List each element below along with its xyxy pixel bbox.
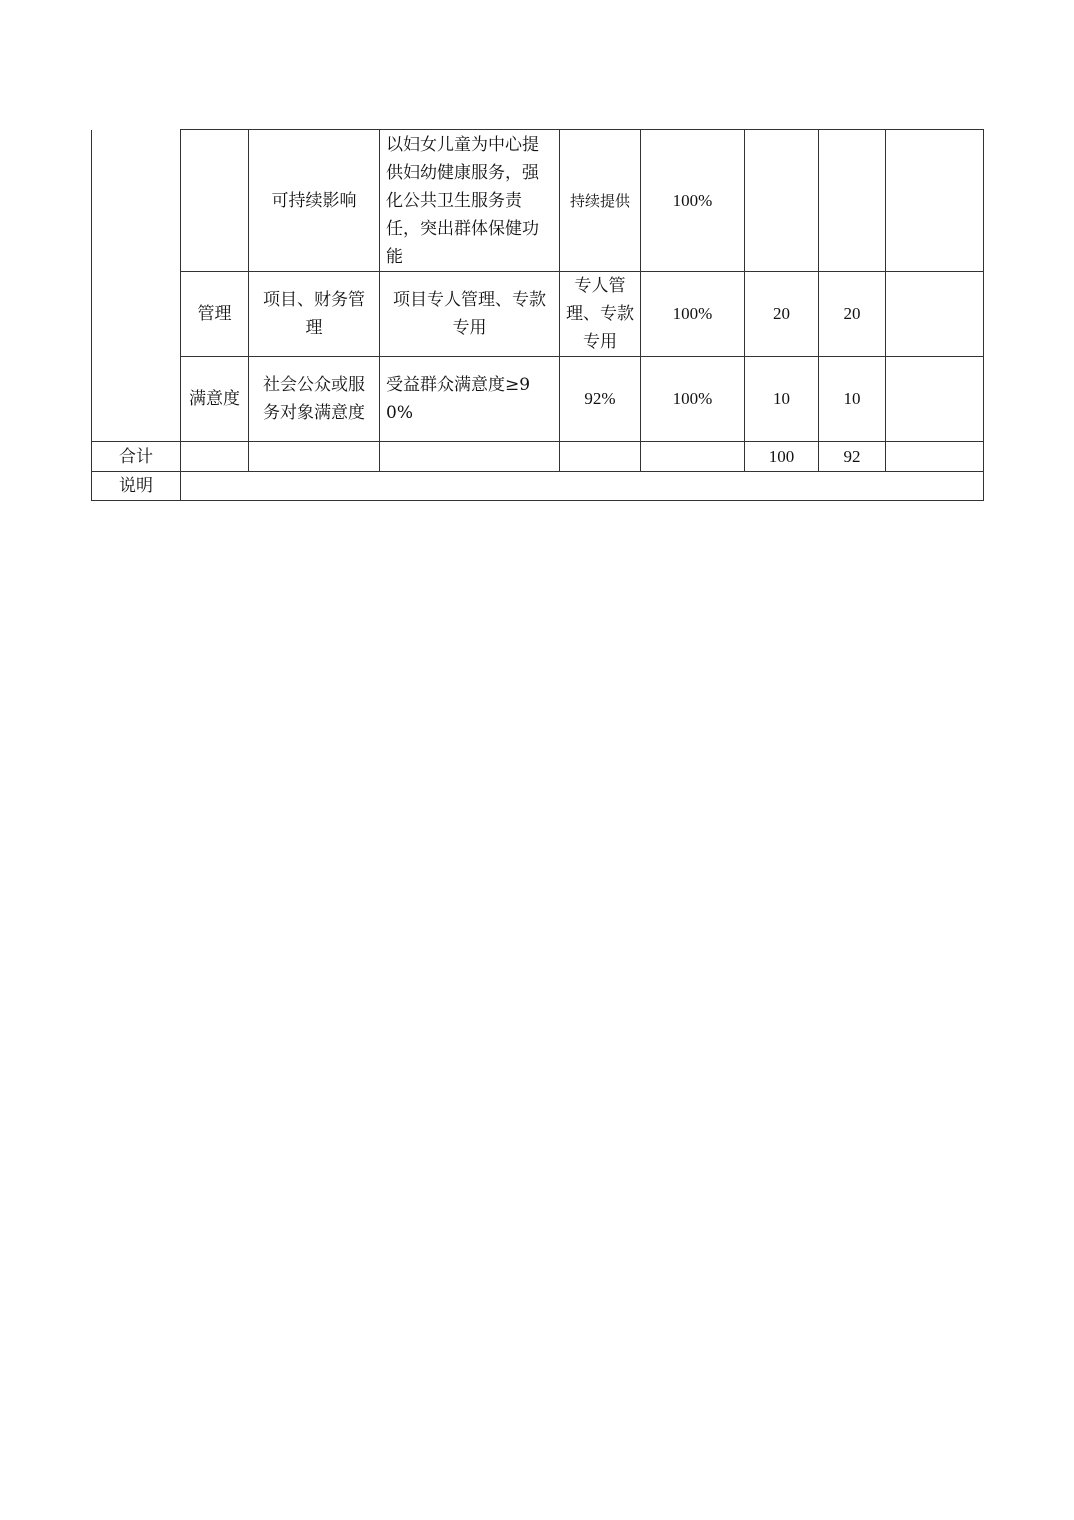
empty-cell bbox=[181, 442, 249, 472]
table-row-sustainable bbox=[92, 130, 984, 272]
remarks-label-cell: 说明 bbox=[92, 472, 181, 501]
category-cell: 管理 bbox=[181, 272, 249, 357]
empty-cell bbox=[886, 442, 984, 472]
completion-cell: 100% bbox=[641, 357, 745, 442]
total-weight-cell: 100 bbox=[745, 442, 819, 472]
category-cell bbox=[181, 130, 249, 272]
table-row-remarks bbox=[92, 472, 984, 501]
target-cell: 项目专人管理、专款专用 bbox=[380, 272, 560, 357]
empty-cell bbox=[641, 442, 745, 472]
actual-cell: 专人管理、专款专用 bbox=[560, 272, 641, 357]
weight-cell bbox=[745, 130, 819, 272]
total-score-cell: 92 bbox=[819, 442, 886, 472]
score-cell: 10 bbox=[819, 357, 886, 442]
score-cell: 20 bbox=[819, 272, 886, 357]
target-cell: 以妇女儿童为中心提供妇幼健康服务，强化公共卫生服务责任，突出群体保健功能 bbox=[380, 130, 560, 272]
completion-cell: 100% bbox=[641, 272, 745, 357]
table-row-management bbox=[92, 272, 984, 357]
performance-table bbox=[91, 129, 984, 501]
indicator-cell: 社会公众或服务对象满意度 bbox=[249, 357, 380, 442]
level1-category-cell bbox=[92, 130, 181, 442]
weight-cell: 10 bbox=[745, 357, 819, 442]
note-cell bbox=[886, 130, 984, 272]
indicator-cell: 项目、财务管理 bbox=[249, 272, 380, 357]
weight-cell: 20 bbox=[745, 272, 819, 357]
empty-cell bbox=[249, 442, 380, 472]
actual-cell: 92% bbox=[560, 357, 641, 442]
note-cell bbox=[886, 272, 984, 357]
empty-cell bbox=[560, 442, 641, 472]
indicator-cell: 可持续影响 bbox=[249, 130, 380, 272]
completion-cell: 100% bbox=[641, 130, 745, 272]
remarks-content-cell bbox=[181, 472, 984, 501]
score-cell bbox=[819, 130, 886, 272]
note-cell bbox=[886, 357, 984, 442]
empty-cell bbox=[380, 442, 560, 472]
table-row-satisfaction bbox=[92, 357, 984, 442]
table-row-total bbox=[92, 442, 984, 472]
total-label-cell: 合计 bbox=[92, 442, 181, 472]
actual-cell: 持续提供 bbox=[560, 130, 641, 272]
category-cell: 满意度 bbox=[181, 357, 249, 442]
target-cell: 受益群众满意度≥90% bbox=[380, 357, 560, 442]
